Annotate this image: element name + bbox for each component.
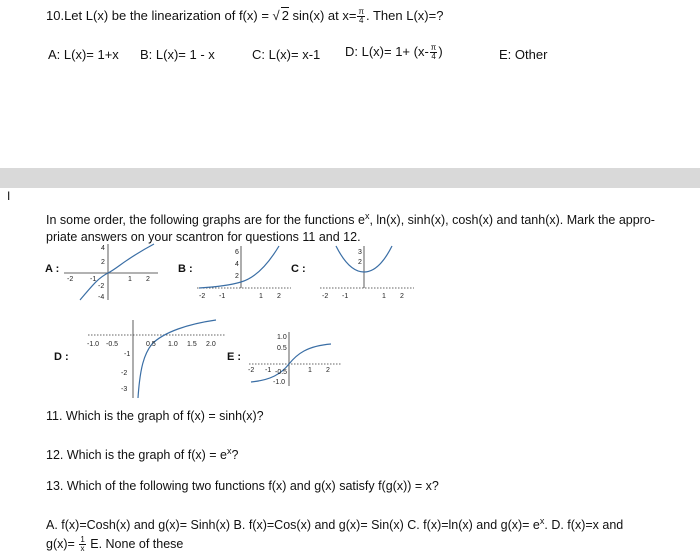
q13-frac-den: x <box>80 544 85 554</box>
q13-line2b: E. None of these <box>86 537 184 551</box>
graph-e-tick-y-3: -1.0 <box>273 379 286 386</box>
q10-frac-num: π <box>358 7 364 17</box>
choice-c[interactable]: C: L(x)= x-1 <box>252 47 321 62</box>
graph-b-tick-x-1: -1 <box>219 293 226 300</box>
graph-a-label: A : <box>45 263 60 275</box>
choice-b[interactable]: B: L(x)= 1 - x <box>140 47 215 62</box>
choice-a[interactable]: A: L(x)= 1+x <box>48 47 119 62</box>
q10-fraction <box>357 8 365 25</box>
graph-b-tick-x-2: 1 <box>259 293 263 300</box>
intro-sup: x <box>364 211 370 221</box>
graph-d-tick-x-2: 0.5 <box>146 341 156 348</box>
graph-d-tick-y-1: -2 <box>121 370 128 377</box>
choice-d-prefix: D: L(x)= 1+ (x- <box>345 44 429 59</box>
graph-d-tick-x-3: 1.0 <box>168 341 178 348</box>
question-10 <box>46 7 443 25</box>
intro-part2: , ln(x), sinh(x), cosh(x) and tanh(x). Mark the appro- <box>369 213 655 228</box>
graph-e-tick-x-2: 1 <box>308 367 312 374</box>
q10-sqrt-arg: 2 <box>281 8 289 23</box>
q10-frac-den: 4 <box>359 16 364 26</box>
q12-text: 12. Which is the graph of f(x) = e <box>46 448 227 463</box>
choice-d-frac-den: 4 <box>431 52 436 62</box>
choice-d-fraction <box>430 44 438 61</box>
graph-c-tick-x-3: 2 <box>400 293 404 300</box>
graph-b <box>195 244 295 304</box>
graph-e-tick-x-3: 2 <box>326 367 330 374</box>
graph-d-tick-x-0: -1.0 <box>87 341 100 348</box>
intro-paragraph <box>46 208 686 246</box>
graph-c-label: C : <box>291 263 306 275</box>
graph-b-tick-y-0: 6 <box>235 249 239 256</box>
graph-e-tick-y-1: 0.5 <box>277 345 287 352</box>
graph-a-tick-x-3: 2 <box>146 276 150 283</box>
graph-d-tick-x-4: 1.5 <box>187 341 197 348</box>
graph-a-tick-x-2: 1 <box>128 276 132 283</box>
graph-b-tick-x-3: 2 <box>277 293 281 300</box>
graph-e-tick-x-1: -1 <box>265 367 272 374</box>
q13-frac-num: 1 <box>80 535 85 545</box>
q13-line1a: A. f(x)=Cosh(x) and g(x)= Sinh(x) B. f(x)=Cos(x) and g(x)= Sin(x) C. f(x)=ln(x) and g(x)= e <box>46 518 540 533</box>
graph-a-tick-y-2: -2 <box>98 283 105 290</box>
q10-prefix: 10.Let L(x) be the linearization of f(x) = <box>46 8 273 23</box>
graph-e-tick-y-2: -0.5 <box>275 369 288 376</box>
question-12 <box>46 440 238 466</box>
q13-answers-line2 <box>46 533 183 555</box>
graph-c-tick-x-1: -1 <box>342 293 349 300</box>
graph-c-tick-x-2: 1 <box>382 293 386 300</box>
graph-b-tick-y-1: 4 <box>235 261 239 268</box>
section-separator <box>0 168 700 188</box>
q12-end: ? <box>231 448 239 463</box>
q12-sup: x <box>227 446 232 456</box>
graph-a-tick-y-3: -4 <box>98 294 105 301</box>
graph-b-label: B : <box>178 263 193 275</box>
graph-d <box>80 318 230 400</box>
question-11: 11. Which is the graph of f(x) = sinh(x)? <box>46 409 264 423</box>
graph-d-tick-y-0: -1 <box>124 351 131 358</box>
intro-part1: In some order, the following graphs are for the functions e <box>46 213 365 228</box>
graph-a-tick-y-0: 4 <box>101 245 105 252</box>
graph-c-tick-y-1: 2 <box>358 259 362 266</box>
graph-d-label: D : <box>54 351 69 363</box>
graph-a-tick-y-1: 2 <box>101 259 105 266</box>
choice-d[interactable] <box>345 44 443 61</box>
graph-e-tick-x-0: -2 <box>248 367 255 374</box>
graph-a-tick-x-0: -2 <box>67 276 74 283</box>
q13-line1-sup: x <box>539 516 545 526</box>
graph-a <box>62 242 162 302</box>
q10-suffix: . Then L(x)=? <box>366 8 444 23</box>
graph-d-tick-x-5: 2.0 <box>206 341 216 348</box>
graph-d-tick-y-2: -3 <box>121 386 128 393</box>
q13-fraction <box>79 536 85 553</box>
graph-c-tick-y-0: 3 <box>358 249 362 256</box>
choice-d-suffix: ) <box>438 44 443 59</box>
graph-e-label: E : <box>227 351 242 363</box>
graph-b-tick-y-2: 2 <box>235 273 239 280</box>
question-13: 13. Which of the following two functions f(x) and g(x) satisfy f(g(x)) = x? <box>46 479 439 493</box>
margin-mark: I <box>7 189 11 203</box>
graph-e-tick-y-0: 1.0 <box>277 334 287 341</box>
graph-c <box>318 244 418 304</box>
graph-e <box>245 330 345 388</box>
q13-line2a: g(x)= <box>46 537 79 551</box>
q13-line1b: . D. f(x)=x and <box>544 518 624 533</box>
graph-c-tick-x-0: -2 <box>322 293 329 300</box>
graph-d-tick-x-1: -0.5 <box>106 341 119 348</box>
graph-a-tick-x-1: -1 <box>90 276 97 283</box>
graph-b-tick-x-0: -2 <box>199 293 206 300</box>
q10-middle: sin(x) at x= <box>288 8 357 23</box>
intro-line2: priate answers on your scantron for questions 11 and 12. <box>46 230 361 245</box>
choice-e[interactable]: E: Other <box>499 47 548 62</box>
choice-d-frac-num: π <box>430 43 437 53</box>
sqrt-symbol: √ <box>272 8 280 23</box>
